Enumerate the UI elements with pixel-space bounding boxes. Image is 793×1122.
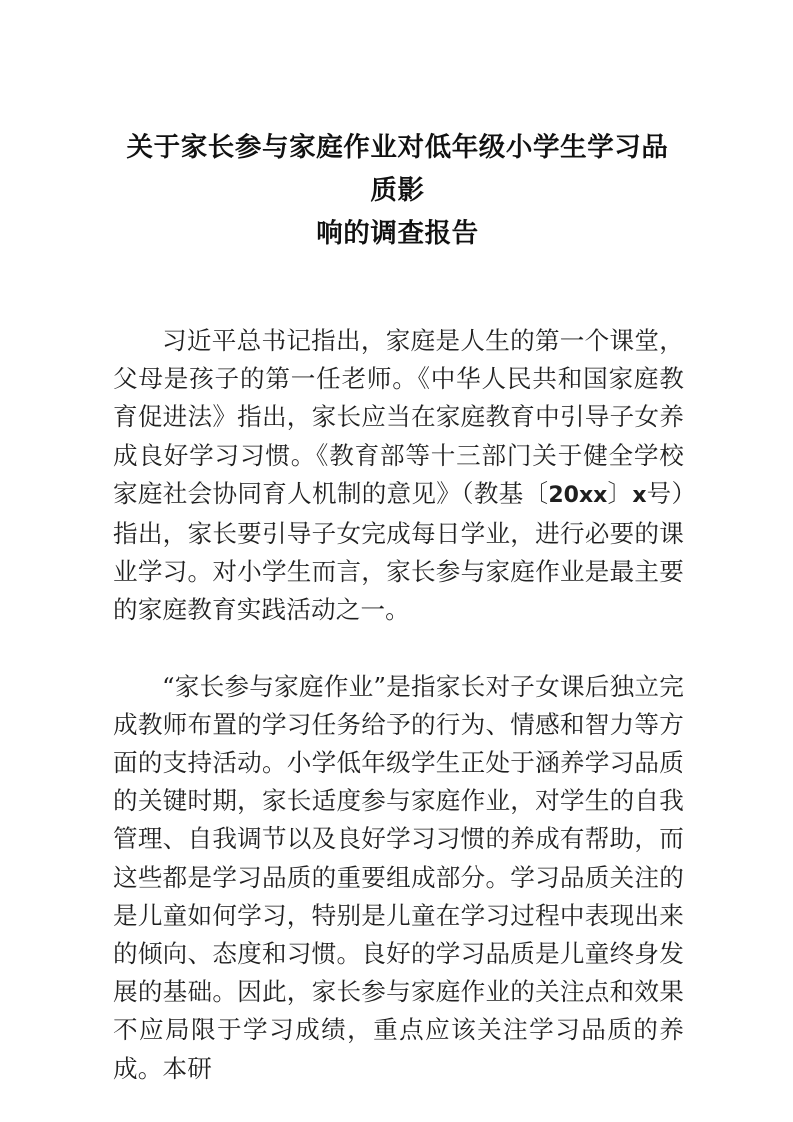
paragraph-1-text-a: 习近平总书记指出，家庭是人生的第一个课堂，父母是孩子的第一任老师。《中华人民共和国家庭教育促进法》指出，家长应当在家庭教育中引导子女养成良好学习习惯。《教育部等十三部门关于健全学校家庭社会协同育人机制的意见》（教基〔 xyxy=(113,326,684,508)
page-title-line-2: 响的调查报告 xyxy=(316,218,479,249)
page-title xyxy=(113,126,682,255)
paragraph-2: “家长参与家庭作业”是指家长对子女课后独立完成教师布置的学习任务给予的行为、情感和智力等方面的支持活动。小学低年级学生正处于涵养学习品质的关键时期，家长适度参与家庭作业，对学生的自我管理、自我调节以及良好学习习惯的养成有帮助，而这些都是学习品质的重要组成部分。学习品质关注的是儿童如何学习，特别是儿童在学习过程中表现出来的倾向、态度和习惯。良好的学习品质是儿童终身发展的基础。因此，家长参与家庭作业的关注点和效果不应局限于学习成绩，重点应该关注学习品质的养成。本研 xyxy=(113,671,684,1083)
paragraph-1-text-b: 〕 xyxy=(607,478,633,508)
paragraph-1 xyxy=(113,322,684,630)
paragraph-1-reference-year: 20xx xyxy=(548,482,608,508)
paragraph-1-reference-number: x xyxy=(632,482,647,508)
page-title-line-1: 关于家长参与家庭作业对低年级小学生学习品质影 xyxy=(126,132,669,206)
document-body xyxy=(113,322,684,1088)
paragraph-1-text-c: 号）指出，家长要引导子女完成每日学业，进行必要的课业学习。对小学生而言，家长参与家庭作业是最主要的家庭教育实践活动之一。 xyxy=(113,478,684,625)
